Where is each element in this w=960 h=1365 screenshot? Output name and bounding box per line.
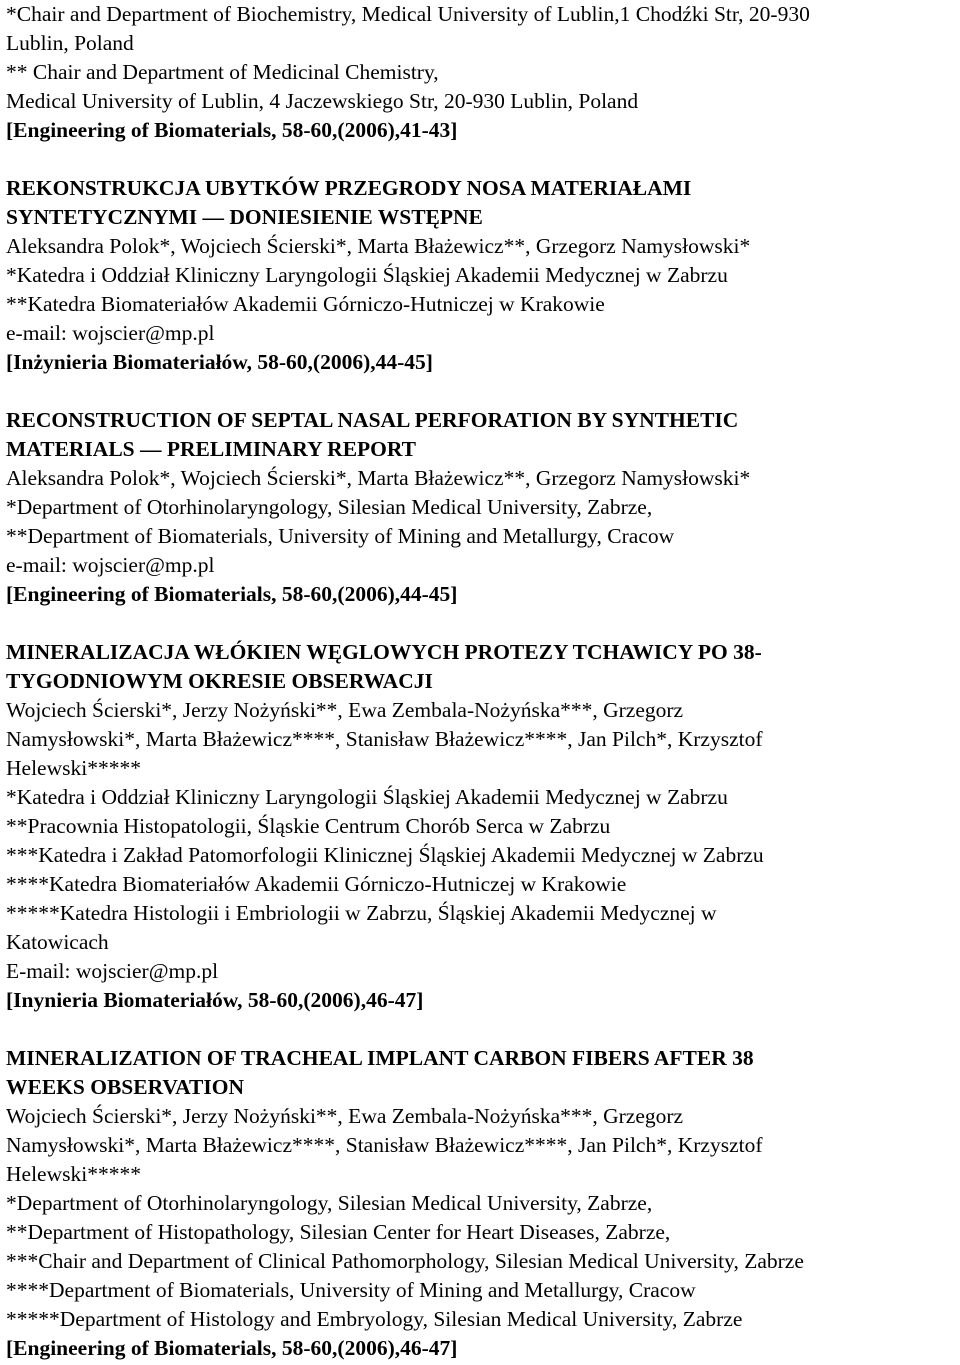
citation: [Engineering of Biomaterials, 58-60,(2006),46-47] [6,1336,458,1360]
article-title: SYNTETYCZNYMI — DONIESIENIE WSTĘPNE [6,205,483,229]
previous-entry-tail [6,0,960,145]
article-title: MINERALIZACJA WŁÓKIEN WĘGLOWYCH PROTEZY TCHAWICY PO 38- [6,640,762,664]
authors-line: Helewski***** [6,756,141,780]
spacer [6,145,960,174]
affiliation-line: ***Katedra i Zakład Patomorfologii Klinicznej Śląskiej Akademii Medycznej w Zabrzu [6,843,764,867]
article-title: RECONSTRUCTION OF SEPTAL NASAL PERFORATION BY SYNTHETIC [6,408,739,432]
affiliation-line: **Katedra Biomateriałów Akademii Górniczo-Hutniczej w Krakowie [6,292,605,316]
affiliation-line: *Department of Otorhinolaryngology, Silesian Medical University, Zabrze, [6,495,653,519]
affiliation-line: ****Department of Biomaterials, University of Mining and Metallurgy, Cracow [6,1278,696,1302]
affiliation-line: Medical University of Lublin, 4 Jaczewskiego Str, 20-930 Lublin, Poland [6,89,639,113]
affiliation-line: ***Chair and Department of Clinical Pathomorphology, Silesian Medical University, Zabrze [6,1249,804,1273]
affiliation-line: *Katedra i Oddział Kliniczny Laryngologii Śląskiej Akademii Medycznej w Zabrzu [6,263,728,287]
citation: [Engineering of Biomaterials, 58-60,(2006),44-45] [6,582,458,606]
authors-line: Aleksandra Polok*, Wojciech Ścierski*, Marta Błażewicz**, Grzegorz Namysłowski* [6,466,751,490]
authors-line: Aleksandra Polok*, Wojciech Ścierski*, Marta Błażewicz**, Grzegorz Namysłowski* [6,234,751,258]
authors-line: Wojciech Ścierski*, Jerzy Nożyński**, Ewa Zembala-Nożyńska***, Grzegorz [6,698,684,722]
spacer [6,1015,960,1044]
affiliation-line: *****Katedra Histologii i Embriologii w Zabrzu, Śląskiej Akademii Medycznej w [6,901,717,925]
spacer [6,609,960,638]
affiliation-line: Katowicach [6,930,109,954]
affiliation-line: **Pracownia Histopatologii, Śląskie Centrum Chorób Serca w Zabrzu [6,814,611,838]
authors-line: Helewski***** [6,1162,141,1186]
affiliation-line: *Chair and Department of Biochemistry, Medical University of Lublin,1 Chodźki Str, 20-930 [6,2,810,26]
article-entry [6,174,960,377]
article-title: MINERALIZATION OF TRACHEAL IMPLANT CARBON FIBERS AFTER 38 [6,1046,754,1070]
affiliation-line: *Katedra i Oddział Kliniczny Laryngologii Śląskiej Akademii Medycznej w Zabrzu [6,785,728,809]
affiliation-line: *****Department of Histology and Embryology, Silesian Medical University, Zabrze [6,1307,743,1331]
article-title: REKONSTRUKCJA UBYTKÓW PRZEGRODY NOSA MATERIAŁAMI [6,176,692,200]
article-title: TYGODNIOWYM OKRESIE OBSERWACJI [6,669,433,693]
affiliation-line: ****Katedra Biomateriałów Akademii Górniczo-Hutniczej w Krakowie [6,872,627,896]
article-title: WEEKS OBSERVATION [6,1075,245,1099]
authors-line: Namysłowski*, Marta Błażewicz****, Stanisław Błażewicz****, Jan Pilch*, Krzysztof [6,727,763,751]
affiliation-line: *Department of Otorhinolaryngology, Silesian Medical University, Zabrze, [6,1191,653,1215]
affiliation-line: ** Chair and Department of Medicinal Chemistry, [6,60,439,84]
article-entry [6,638,960,1015]
article-title: MATERIALS — PRELIMINARY REPORT [6,437,417,461]
citation: [Inynieria Biomateriałów, 58-60,(2006),46-47] [6,988,424,1012]
affiliation-line: Lublin, Poland [6,31,134,55]
authors-line: Namysłowski*, Marta Błażewicz****, Stanisław Błażewicz****, Jan Pilch*, Krzysztof [6,1133,763,1157]
article-entry [6,406,960,609]
email-line: e-mail: wojscier@mp.pl [6,553,215,577]
email-line: e-mail: wojscier@mp.pl [6,321,215,345]
spacer [6,377,960,406]
authors-line: Wojciech Ścierski*, Jerzy Nożyński**, Ewa Zembala-Nożyńska***, Grzegorz [6,1104,684,1128]
citation: [Inżynieria Biomateriałów, 58-60,(2006),44-45] [6,350,433,374]
article-entry [6,1044,960,1363]
affiliation-line: **Department of Biomaterials, University of Mining and Metallurgy, Cracow [6,524,675,548]
citation: [Engineering of Biomaterials, 58-60,(2006),41-43] [6,118,458,142]
email-line: E-mail: wojscier@mp.pl [6,959,219,983]
affiliation-line: **Department of Histopathology, Silesian Center for Heart Diseases, Zabrze, [6,1220,671,1244]
